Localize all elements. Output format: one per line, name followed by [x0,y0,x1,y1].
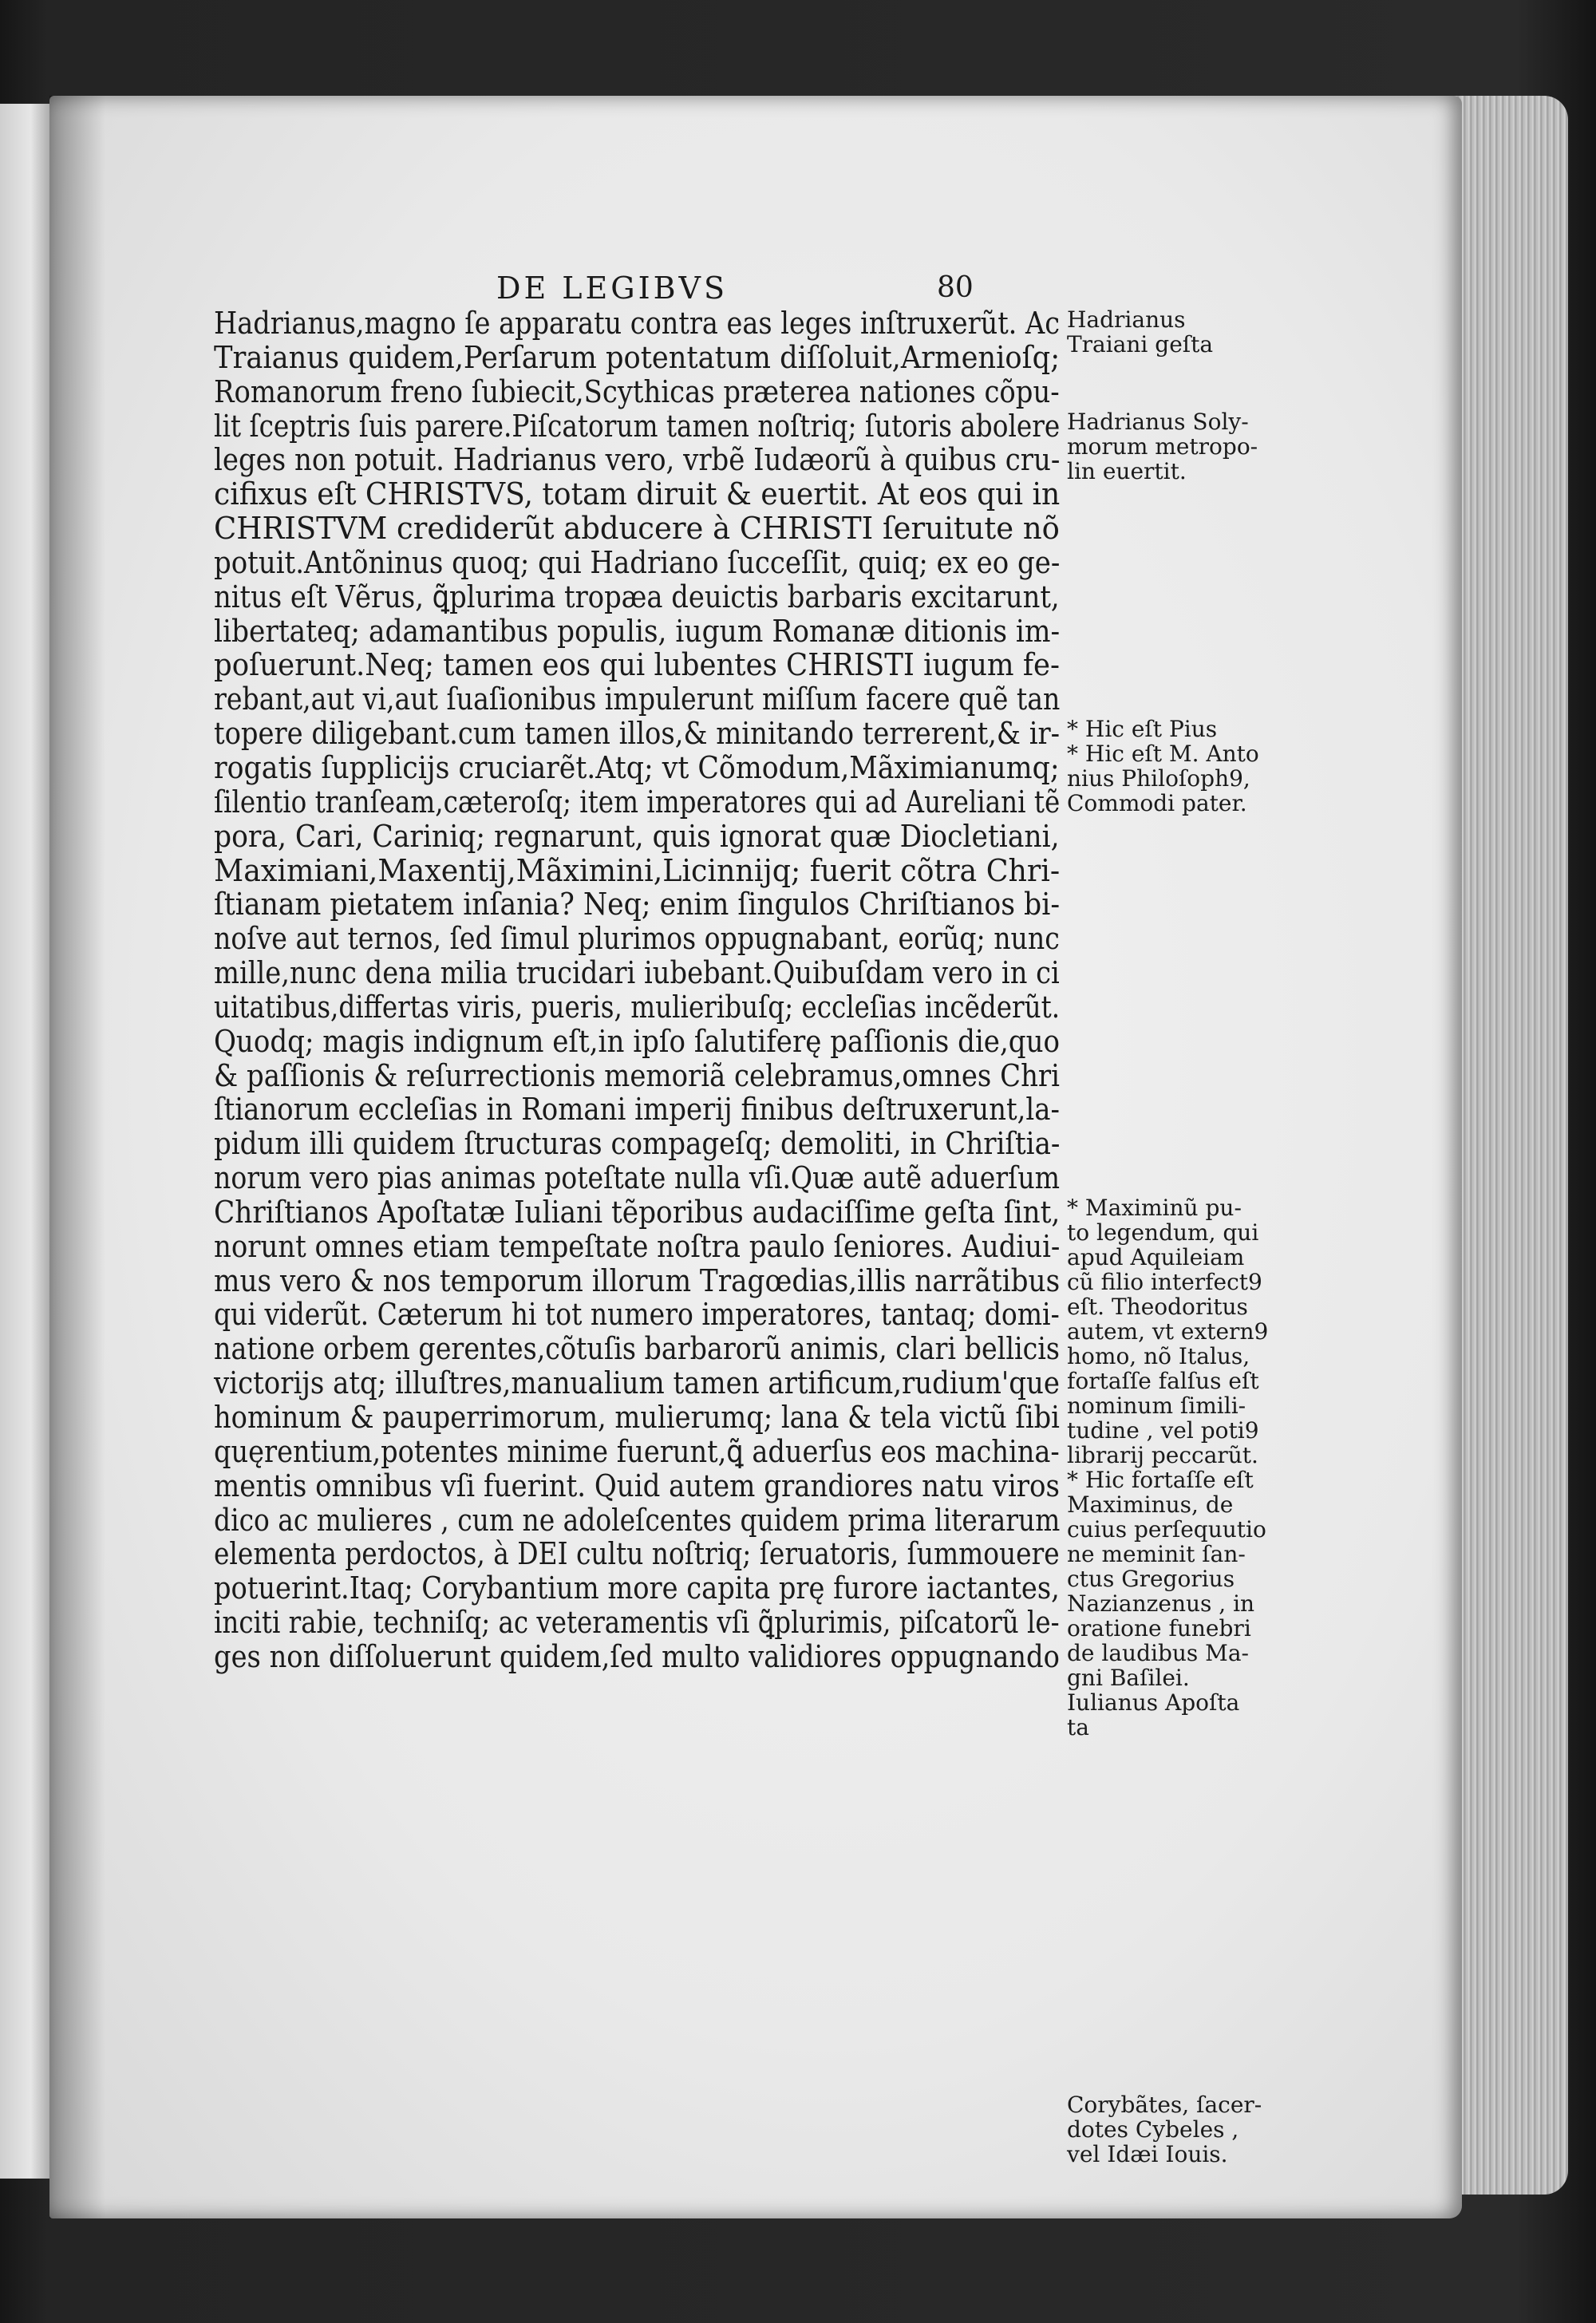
text-line: nitus eſt Vẽrus, ꝗ̃plurima tropæa deuictis barbaris excitarunt, [214,579,1060,615]
text-line: Quodq; magis indignum eſt,in ipſo ſalutiferę paſſionis die,quo [214,1023,1061,1060]
text-line: potuit.Antõninus quoq; qui Hadriano ſucceſſit, quiq; ex eo ge- [214,544,1061,581]
side-note-line: nius Philoſoph9, [1067,765,1250,792]
side-note-line: morum metropo- [1067,433,1258,460]
side-note-line: tudine , vel poti9 [1067,1417,1259,1444]
text-line: hominum & pauperrimorum, mulierumq; lana & tela victũ ſibi [214,1400,1060,1436]
text-line: lit ſceptris ſuis parere.Piſcatorum tamen noſtriq; ſutoris abolere [214,408,1061,444]
side-note-line: Traiani geſta [1067,331,1214,358]
text-line: libertateq; adamantibus populis, iugum Romanæ ditionis im- [214,613,1061,650]
text-line: pora, Cari, Cariniq; regnarunt, quis ignorat quæ Diocletiani, [214,818,1060,855]
side-note-line: cuius perſequutio [1067,1516,1266,1543]
folio-number: 80 [937,271,974,304]
text-line: topere diligebant.cum tamen illos,& minitando terrerent,& ir- [214,716,1061,753]
text-line: dico ac mulieres , cum ne adoleſcentes quidem prima literarum [214,1502,1061,1539]
side-note-line: homo, nõ Italus, [1067,1343,1250,1369]
side-note-line: cũ filio interfect9 [1067,1269,1262,1295]
side-note-line: apud Aquileiam [1067,1244,1245,1270]
text-line: pidum illi quidem ſtructuras compageſq; demoliti, in Chriſtia- [214,1126,1061,1163]
side-note-line: * Hic fortaſſe eſt [1067,1467,1254,1493]
text-line: norunt omnes etiam tempeſtate noſtra paulo ſeniores. Audiui- [214,1228,1061,1265]
side-note [1067,717,1274,816]
text-line: noſve aut ternos, ſed ſimul plurimos oppugnabant, eorũq; nunc [214,921,1060,958]
text-line: ſtianam pietatem inſania? Neq; enim ſingulos Chriſtianos bi- [214,887,1061,923]
side-note-line: Iulianus Apoſta [1067,1689,1240,1716]
side-note-line: Hadrianus Soly- [1067,409,1249,435]
text-line: Chriſtianos Apoſtatæ Iuliani tẽporibus audaciſſime geſta ſint, [214,1194,1061,1231]
side-note-line: * Hic eſt Pius [1067,716,1218,742]
side-note-line: dotes Cybeles , [1067,2116,1239,2143]
side-note-line: fortaſſe falſus eſt [1067,1368,1259,1394]
text-line: CHRISTVM crediderũt abducere à CHRISTI ſeruitute nõ [214,511,1060,547]
side-note-line: Corybãtes, ſacer- [1067,2092,1262,2118]
side-note-line: gni Baſilei. [1067,1665,1190,1691]
side-note-line: * Maximinũ pu- [1067,1195,1242,1221]
side-note-line: nominum ſimili- [1067,1393,1246,1419]
side-note-line: librarij peccarũt. [1067,1442,1258,1468]
text-line: & paſſionis & reſurrectionis memoriã celebramus,omnes Chri [214,1057,1060,1094]
text-line: cifixus eſt CHRISTVS, totam diruit & euertit. At eos qui in [214,476,1061,513]
side-note [1067,2092,1274,2167]
side-note-line: ta [1067,1714,1089,1740]
running-title: DE LEGIBVS [496,271,729,306]
page-gutter-shadow [49,96,105,2218]
text-line: rebant,aut vi,aut ſuaſionibus impulerunt miſſum facere quẽ tan [214,681,1061,718]
text-line: potuerint.Itaq; Corybantium more capita prę furore iactantes, [214,1570,1060,1607]
text-line: victorijs atq; illuſtres,manualium tamen artificum,rudium'que [214,1365,1060,1402]
text-line: quęrentium,potentes minime fuerunt,ꝗ̃ aduerſus eos machina- [214,1433,1060,1470]
text-line: Traianus quidem,Perſarum potentatum diſſoluit,Armenioſq; [214,339,1061,376]
text-line: Hadrianus,magno ſe apparatu contra eas leges inſtruxerũt. Ac [214,306,1060,342]
side-note-line: de laudibus Ma- [1067,1640,1250,1666]
text-line: leges non potuit. Hadrianus vero, vrbẽ Iudæorũ à quibus cru- [214,442,1061,479]
text-line: ſtianorum eccleſias in Romani imperij finibus deſtruxerunt,la- [214,1092,1061,1128]
left-page-edge [0,104,56,2179]
text-line: mille,nunc dena milia trucidari iubebant.Quibuſdam vero in ci [214,955,1060,992]
side-note [1067,1195,1274,1740]
side-note [1067,409,1274,484]
side-note-line: vel Idæi Iouis. [1067,2141,1228,2167]
main-text-block [214,307,1060,1675]
text-line: qui viderũt. Cæterum hi tot numero imperatores, tantaq; domi- [214,1297,1060,1333]
side-note [1067,307,1274,357]
text-line: poſuerunt.Neq; tamen eos qui lubentes CHRISTI iugum fe- [214,647,1060,684]
text-line: Maximiani,Maxentij,Mãximini,Licinnijq; fuerit cõtra Chri- [214,852,1061,889]
side-note-line: oratione funebri [1067,1615,1251,1642]
text-line: Romanorum freno ſubiecit,Scythicas præterea nationes cõpu- [214,373,1060,410]
text-line: norum vero pias animas poteſtate nulla vſi.Quæ autẽ aduerſum [214,1160,1061,1197]
text-line: ſilentio tranſeam,cæteroſq; item imperatores qui ad Aureliani tẽ [214,784,1061,820]
page-header [209,269,1039,307]
text-line: elementa perdoctos, à DEI cultu noſtriq; ſeruatoris, ſummouere [214,1536,1060,1573]
side-note-line: * Hic eſt M. Anto [1067,741,1259,767]
text-line: uitatibus,differtas viris, pueris, mulieribuſq; eccleſias incẽderũt. [214,989,1061,1025]
text-line: mus vero & nos temporum illorum Tragœdias,illis narrãtibus [214,1262,1061,1299]
text-line: natione orbem gerentes,cõtuſis barbarorũ animis, clari bellicis [214,1331,1061,1368]
side-note-line: Commodi pater. [1067,790,1247,816]
text-line: inciti rabie, techniſq; ac veteramentis vſi ꝗ̃plurimis, piſcatorũ le- [214,1605,1060,1642]
side-note-line: ctus Gregorius [1067,1566,1235,1592]
side-note-line: Nazianzenus , in [1067,1590,1255,1617]
text-line: mentis omnibus vſi fuerint. Quid autem grandiores natu viros [214,1468,1060,1504]
text-line: ges non diſſoluerunt quidem,ſed multo validiores oppugnando [214,1638,1060,1675]
side-note-line: autem, vt extern9 [1067,1318,1269,1345]
side-note-line: eſt. Theodoritus [1067,1294,1248,1320]
side-note-line: to legendum, qui [1067,1219,1259,1246]
side-note-line: ne meminit ſan- [1067,1541,1246,1567]
side-note-line: lin euertit. [1067,458,1187,484]
text-line: rogatis ſupplicijs cruciarẽt.Atq; vt Cõmodum,Mãximianumq; [214,749,1060,786]
side-note-line: Maximinus, de [1067,1491,1234,1518]
side-note-line: Hadrianus [1067,306,1186,333]
